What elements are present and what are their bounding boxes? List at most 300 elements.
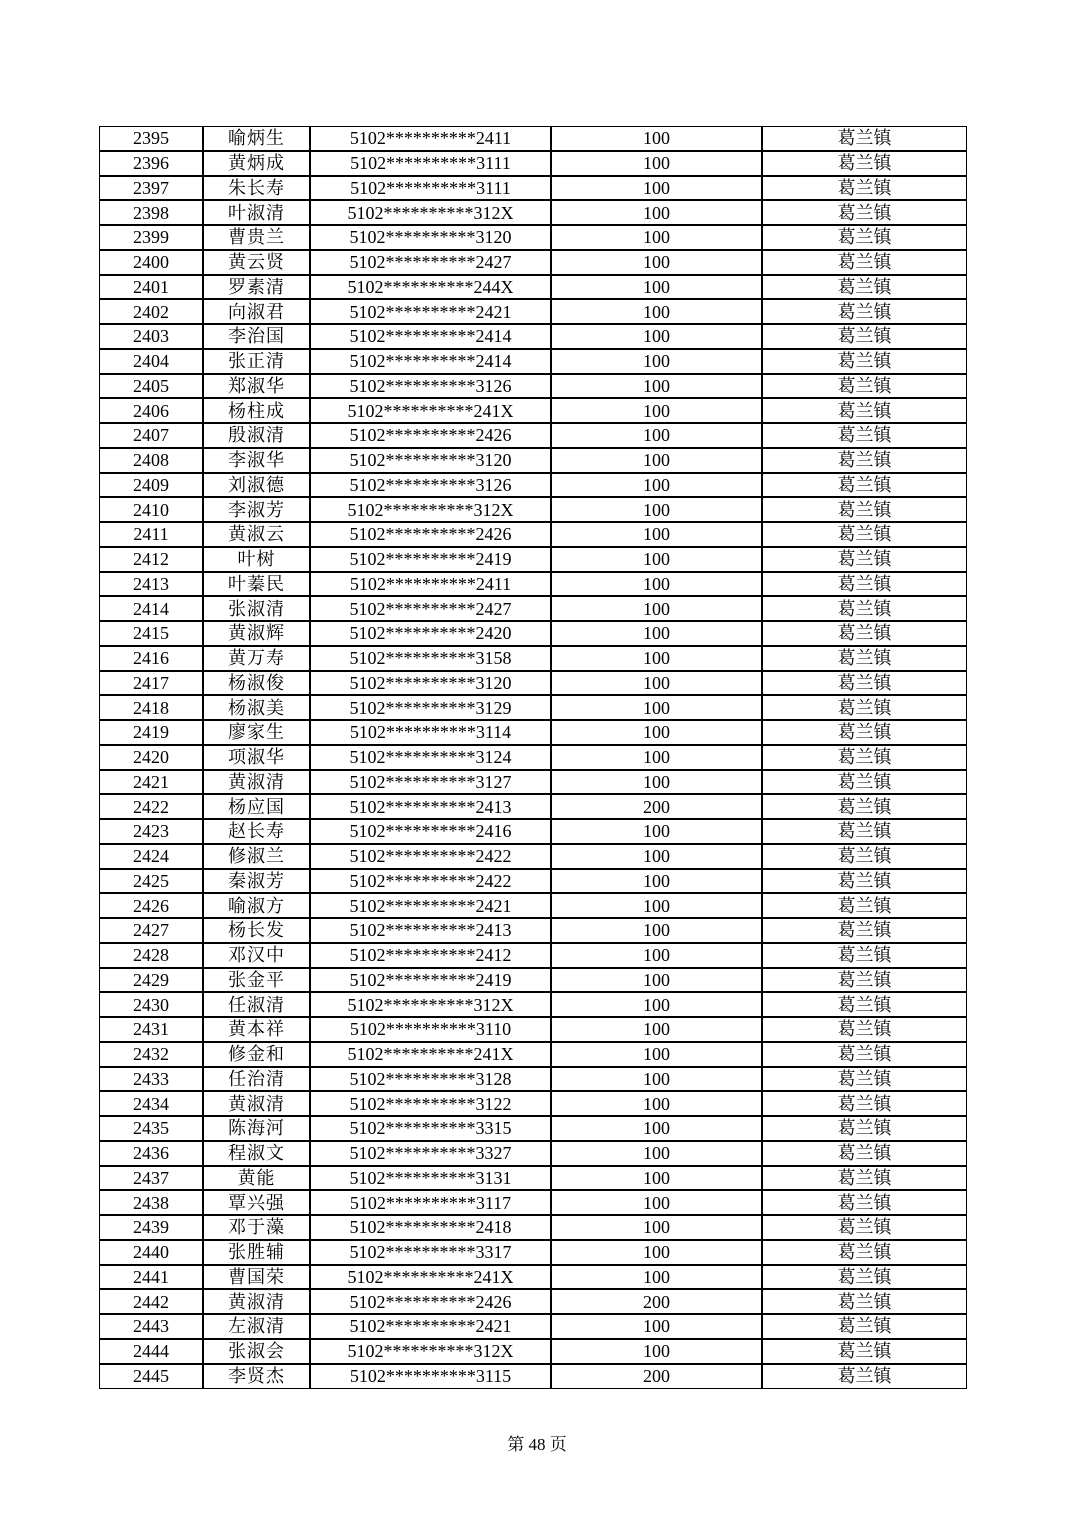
town-cell: 葛兰镇 (762, 943, 967, 968)
id-number-cell: 5102**********2413 (310, 918, 551, 943)
amount-cell: 100 (551, 1339, 762, 1364)
id-number-cell: 5102**********3120 (310, 448, 551, 473)
amount-cell: 100 (551, 819, 762, 844)
table-row (99, 473, 967, 498)
name-cell: 邓汉中 (203, 943, 310, 968)
amount-cell: 100 (551, 671, 762, 696)
town-cell: 葛兰镇 (762, 349, 967, 374)
town-cell: 葛兰镇 (762, 547, 967, 572)
amount-cell: 100 (551, 1067, 762, 1092)
town-cell: 葛兰镇 (762, 1215, 967, 1240)
amount-cell: 100 (551, 497, 762, 522)
town-cell: 葛兰镇 (762, 1042, 967, 1067)
seq-cell: 2437 (99, 1166, 203, 1191)
table-row (99, 324, 967, 349)
town-cell: 葛兰镇 (762, 1166, 967, 1191)
name-cell: 张正清 (203, 349, 310, 374)
table-row (99, 1289, 967, 1314)
table-row (99, 918, 967, 943)
name-cell: 李淑华 (203, 448, 310, 473)
name-cell: 杨应国 (203, 794, 310, 819)
id-number-cell: 5102**********312X (310, 1339, 551, 1364)
seq-cell: 2432 (99, 1042, 203, 1067)
table-row (99, 621, 967, 646)
id-number-cell: 5102**********3115 (310, 1364, 551, 1390)
amount-cell: 100 (551, 918, 762, 943)
name-cell: 任治清 (203, 1067, 310, 1092)
name-cell: 赵长寿 (203, 819, 310, 844)
seq-cell: 2403 (99, 324, 203, 349)
amount-cell: 100 (551, 1141, 762, 1166)
table-row (99, 1141, 967, 1166)
seq-cell: 2434 (99, 1091, 203, 1116)
table-row (99, 745, 967, 770)
table-row (99, 1240, 967, 1265)
seq-cell: 2399 (99, 225, 203, 250)
town-cell: 葛兰镇 (762, 869, 967, 894)
id-number-cell: 5102**********312X (310, 200, 551, 225)
name-cell: 张淑清 (203, 596, 310, 621)
id-number-cell: 5102**********2426 (310, 1289, 551, 1314)
id-number-cell: 5102**********2422 (310, 869, 551, 894)
town-cell: 葛兰镇 (762, 448, 967, 473)
seq-cell: 2424 (99, 844, 203, 869)
amount-cell: 100 (551, 695, 762, 720)
table-row (99, 646, 967, 671)
name-cell: 刘淑德 (203, 473, 310, 498)
amount-cell: 100 (551, 250, 762, 275)
name-cell: 叶树 (203, 547, 310, 572)
table-row (99, 1339, 967, 1364)
amount-cell: 100 (551, 1190, 762, 1215)
seq-cell: 2410 (99, 497, 203, 522)
name-cell: 李治国 (203, 324, 310, 349)
seq-cell: 2440 (99, 1240, 203, 1265)
town-cell: 葛兰镇 (762, 497, 967, 522)
table-row (99, 349, 967, 374)
town-cell: 葛兰镇 (762, 918, 967, 943)
id-number-cell: 5102**********312X (310, 992, 551, 1017)
table-row (99, 423, 967, 448)
seq-cell: 2431 (99, 1017, 203, 1042)
seq-cell: 2398 (99, 200, 203, 225)
id-number-cell: 5102**********2416 (310, 819, 551, 844)
amount-cell: 100 (551, 324, 762, 349)
amount-cell: 100 (551, 374, 762, 399)
id-number-cell: 5102**********3110 (310, 1017, 551, 1042)
id-number-cell: 5102**********3126 (310, 374, 551, 399)
name-cell: 项淑华 (203, 745, 310, 770)
amount-cell: 100 (551, 547, 762, 572)
amount-cell: 100 (551, 893, 762, 918)
amount-cell: 100 (551, 200, 762, 225)
amount-cell: 100 (551, 844, 762, 869)
seq-cell: 2397 (99, 176, 203, 201)
name-cell: 修淑兰 (203, 844, 310, 869)
name-cell: 陈海河 (203, 1116, 310, 1141)
table-row (99, 1067, 967, 1092)
table-row (99, 1265, 967, 1290)
id-number-cell: 5102**********2411 (310, 126, 551, 151)
amount-cell: 100 (551, 423, 762, 448)
town-cell: 葛兰镇 (762, 151, 967, 176)
town-cell: 葛兰镇 (762, 250, 967, 275)
seq-cell: 2445 (99, 1364, 203, 1390)
name-cell: 杨柱成 (203, 398, 310, 423)
seq-cell: 2407 (99, 423, 203, 448)
amount-cell: 100 (551, 1314, 762, 1339)
name-cell: 喻淑方 (203, 893, 310, 918)
seq-cell: 2427 (99, 918, 203, 943)
seq-cell: 2395 (99, 126, 203, 151)
amount-cell: 100 (551, 1215, 762, 1240)
amount-cell: 100 (551, 299, 762, 324)
name-cell: 任淑清 (203, 992, 310, 1017)
id-number-cell: 5102**********2414 (310, 324, 551, 349)
id-number-cell: 5102**********312X (310, 497, 551, 522)
town-cell: 葛兰镇 (762, 1067, 967, 1092)
seq-cell: 2425 (99, 869, 203, 894)
id-number-cell: 5102**********241X (310, 398, 551, 423)
id-number-cell: 5102**********241X (310, 1042, 551, 1067)
table-row (99, 547, 967, 572)
id-number-cell: 5102**********2419 (310, 547, 551, 572)
id-number-cell: 5102**********3317 (310, 1240, 551, 1265)
id-number-cell: 5102**********3158 (310, 646, 551, 671)
town-cell: 葛兰镇 (762, 1265, 967, 1290)
name-cell: 曹国荣 (203, 1265, 310, 1290)
amount-cell: 100 (551, 1166, 762, 1191)
table-row (99, 250, 967, 275)
table-row (99, 1190, 967, 1215)
id-number-cell: 5102**********2421 (310, 1314, 551, 1339)
amount-cell: 100 (551, 275, 762, 300)
name-cell: 黄万寿 (203, 646, 310, 671)
id-number-cell: 5102**********244X (310, 275, 551, 300)
town-cell: 葛兰镇 (762, 225, 967, 250)
name-cell: 邓于藻 (203, 1215, 310, 1240)
seq-cell: 2433 (99, 1067, 203, 1092)
town-cell: 葛兰镇 (762, 423, 967, 448)
seq-cell: 2411 (99, 522, 203, 547)
table-row (99, 126, 967, 151)
id-number-cell: 5102**********3124 (310, 745, 551, 770)
town-cell: 葛兰镇 (762, 299, 967, 324)
id-number-cell: 5102**********3117 (310, 1190, 551, 1215)
town-cell: 葛兰镇 (762, 893, 967, 918)
table-row (99, 497, 967, 522)
town-cell: 葛兰镇 (762, 1091, 967, 1116)
table-row (99, 1166, 967, 1191)
town-cell: 葛兰镇 (762, 745, 967, 770)
seq-cell: 2409 (99, 473, 203, 498)
town-cell: 葛兰镇 (762, 398, 967, 423)
seq-cell: 2439 (99, 1215, 203, 1240)
page-footer (0, 1430, 1074, 1455)
name-cell: 黄淑辉 (203, 621, 310, 646)
town-cell: 葛兰镇 (762, 324, 967, 349)
town-cell: 葛兰镇 (762, 794, 967, 819)
name-cell: 杨淑俊 (203, 671, 310, 696)
name-cell: 杨淑美 (203, 695, 310, 720)
town-cell: 葛兰镇 (762, 968, 967, 993)
seq-cell: 2412 (99, 547, 203, 572)
id-number-cell: 5102**********2420 (310, 621, 551, 646)
table-row (99, 1364, 967, 1390)
name-cell: 黄云贤 (203, 250, 310, 275)
town-cell: 葛兰镇 (762, 1141, 967, 1166)
name-cell: 李贤杰 (203, 1364, 310, 1390)
id-number-cell: 5102**********3126 (310, 473, 551, 498)
id-number-cell: 5102**********2412 (310, 943, 551, 968)
amount-cell: 100 (551, 943, 762, 968)
seq-cell: 2402 (99, 299, 203, 324)
amount-cell: 200 (551, 794, 762, 819)
roster-table-body (99, 126, 967, 1389)
table-row (99, 299, 967, 324)
town-cell: 葛兰镇 (762, 1289, 967, 1314)
name-cell: 黄淑清 (203, 1289, 310, 1314)
table-row (99, 200, 967, 225)
town-cell: 葛兰镇 (762, 671, 967, 696)
amount-cell: 100 (551, 225, 762, 250)
name-cell: 左淑清 (203, 1314, 310, 1339)
table-row (99, 1314, 967, 1339)
seq-cell: 2441 (99, 1265, 203, 1290)
town-cell: 葛兰镇 (762, 374, 967, 399)
id-number-cell: 5102**********2414 (310, 349, 551, 374)
table-row (99, 522, 967, 547)
table-row (99, 448, 967, 473)
table-row (99, 572, 967, 597)
seq-cell: 2396 (99, 151, 203, 176)
id-number-cell: 5102**********3131 (310, 1166, 551, 1191)
seq-cell: 2405 (99, 374, 203, 399)
id-number-cell: 5102**********3127 (310, 770, 551, 795)
table-row (99, 176, 967, 201)
name-cell: 廖家生 (203, 720, 310, 745)
amount-cell: 100 (551, 1042, 762, 1067)
seq-cell: 2426 (99, 893, 203, 918)
name-cell: 曹贵兰 (203, 225, 310, 250)
name-cell: 李淑芳 (203, 497, 310, 522)
amount-cell: 100 (551, 151, 762, 176)
table-row (99, 1116, 967, 1141)
seq-cell: 2400 (99, 250, 203, 275)
seq-cell: 2422 (99, 794, 203, 819)
table-row (99, 695, 967, 720)
seq-cell: 2417 (99, 671, 203, 696)
table-row (99, 225, 967, 250)
town-cell: 葛兰镇 (762, 992, 967, 1017)
amount-cell: 100 (551, 869, 762, 894)
name-cell: 杨长发 (203, 918, 310, 943)
seq-cell: 2428 (99, 943, 203, 968)
town-cell: 葛兰镇 (762, 473, 967, 498)
amount-cell: 100 (551, 646, 762, 671)
seq-cell: 2416 (99, 646, 203, 671)
town-cell: 葛兰镇 (762, 1190, 967, 1215)
table-row (99, 1042, 967, 1067)
id-number-cell: 5102**********2413 (310, 794, 551, 819)
amount-cell: 100 (551, 398, 762, 423)
town-cell: 葛兰镇 (762, 176, 967, 201)
amount-cell: 100 (551, 522, 762, 547)
town-cell: 葛兰镇 (762, 621, 967, 646)
town-cell: 葛兰镇 (762, 1240, 967, 1265)
id-number-cell: 5102**********3120 (310, 671, 551, 696)
name-cell: 张金平 (203, 968, 310, 993)
town-cell: 葛兰镇 (762, 770, 967, 795)
id-number-cell: 5102**********3111 (310, 151, 551, 176)
amount-cell: 100 (551, 448, 762, 473)
seq-cell: 2421 (99, 770, 203, 795)
table-row (99, 893, 967, 918)
name-cell: 修金和 (203, 1042, 310, 1067)
amount-cell: 100 (551, 1116, 762, 1141)
town-cell: 葛兰镇 (762, 1017, 967, 1042)
id-number-cell: 5102**********2419 (310, 968, 551, 993)
seq-cell: 2419 (99, 720, 203, 745)
id-number-cell: 5102**********2427 (310, 596, 551, 621)
amount-cell: 100 (551, 126, 762, 151)
seq-cell: 2401 (99, 275, 203, 300)
name-cell: 郑淑华 (203, 374, 310, 399)
name-cell: 张淑会 (203, 1339, 310, 1364)
amount-cell: 100 (551, 770, 762, 795)
amount-cell: 100 (551, 1017, 762, 1042)
seq-cell: 2415 (99, 621, 203, 646)
id-number-cell: 5102**********3128 (310, 1067, 551, 1092)
table-row (99, 943, 967, 968)
town-cell: 葛兰镇 (762, 1339, 967, 1364)
town-cell: 葛兰镇 (762, 844, 967, 869)
name-cell: 黄淑云 (203, 522, 310, 547)
town-cell: 葛兰镇 (762, 572, 967, 597)
amount-cell: 100 (551, 176, 762, 201)
amount-cell: 100 (551, 596, 762, 621)
seq-cell: 2413 (99, 572, 203, 597)
amount-cell: 100 (551, 1091, 762, 1116)
id-number-cell: 5102**********2421 (310, 299, 551, 324)
table-row (99, 1091, 967, 1116)
name-cell: 覃兴强 (203, 1190, 310, 1215)
name-cell: 喻炳生 (203, 126, 310, 151)
table-row (99, 1215, 967, 1240)
name-cell: 黄淑清 (203, 770, 310, 795)
id-number-cell: 5102**********2418 (310, 1215, 551, 1240)
amount-cell: 100 (551, 572, 762, 597)
seq-cell: 2438 (99, 1190, 203, 1215)
amount-cell: 100 (551, 1240, 762, 1265)
id-number-cell: 5102**********3111 (310, 176, 551, 201)
town-cell: 葛兰镇 (762, 522, 967, 547)
name-cell: 罗素清 (203, 275, 310, 300)
amount-cell: 100 (551, 621, 762, 646)
amount-cell: 100 (551, 720, 762, 745)
name-cell: 黄本祥 (203, 1017, 310, 1042)
amount-cell: 100 (551, 1265, 762, 1290)
name-cell: 黄淑清 (203, 1091, 310, 1116)
seq-cell: 2408 (99, 448, 203, 473)
name-cell: 张胜辅 (203, 1240, 310, 1265)
table-row (99, 374, 967, 399)
name-cell: 殷淑清 (203, 423, 310, 448)
id-number-cell: 5102**********3315 (310, 1116, 551, 1141)
amount-cell: 100 (551, 745, 762, 770)
roster-table (99, 126, 967, 1389)
seq-cell: 2444 (99, 1339, 203, 1364)
town-cell: 葛兰镇 (762, 1314, 967, 1339)
table-row (99, 844, 967, 869)
town-cell: 葛兰镇 (762, 200, 967, 225)
id-number-cell: 5102**********2426 (310, 522, 551, 547)
table-row (99, 770, 967, 795)
seq-cell: 2442 (99, 1289, 203, 1314)
table-row (99, 720, 967, 745)
id-number-cell: 5102**********2426 (310, 423, 551, 448)
town-cell: 葛兰镇 (762, 646, 967, 671)
name-cell: 叶淑清 (203, 200, 310, 225)
seq-cell: 2436 (99, 1141, 203, 1166)
seq-cell: 2420 (99, 745, 203, 770)
town-cell: 葛兰镇 (762, 275, 967, 300)
table-row (99, 1017, 967, 1042)
name-cell: 程淑文 (203, 1141, 310, 1166)
table-row (99, 794, 967, 819)
id-number-cell: 5102**********3129 (310, 695, 551, 720)
seq-cell: 2418 (99, 695, 203, 720)
name-cell: 秦淑芳 (203, 869, 310, 894)
name-cell: 叶蓁民 (203, 572, 310, 597)
table-row (99, 275, 967, 300)
id-number-cell: 5102**********2427 (310, 250, 551, 275)
amount-cell: 100 (551, 473, 762, 498)
seq-cell: 2443 (99, 1314, 203, 1339)
table-row (99, 151, 967, 176)
name-cell: 朱长寿 (203, 176, 310, 201)
seq-cell: 2404 (99, 349, 203, 374)
amount-cell: 100 (551, 968, 762, 993)
town-cell: 葛兰镇 (762, 819, 967, 844)
seq-cell: 2429 (99, 968, 203, 993)
table-row (99, 968, 967, 993)
seq-cell: 2430 (99, 992, 203, 1017)
seq-cell: 2406 (99, 398, 203, 423)
amount-cell: 100 (551, 992, 762, 1017)
town-cell: 葛兰镇 (762, 126, 967, 151)
town-cell: 葛兰镇 (762, 1116, 967, 1141)
id-number-cell: 5102**********3114 (310, 720, 551, 745)
page-number-label: 第 48 页 (507, 1435, 567, 1454)
id-number-cell: 5102**********2422 (310, 844, 551, 869)
id-number-cell: 5102**********2411 (310, 572, 551, 597)
seq-cell: 2414 (99, 596, 203, 621)
name-cell: 黄炳成 (203, 151, 310, 176)
id-number-cell: 5102**********3327 (310, 1141, 551, 1166)
seq-cell: 2435 (99, 1116, 203, 1141)
town-cell: 葛兰镇 (762, 596, 967, 621)
table-row (99, 398, 967, 423)
town-cell: 葛兰镇 (762, 695, 967, 720)
town-cell: 葛兰镇 (762, 720, 967, 745)
table-row (99, 819, 967, 844)
id-number-cell: 5102**********3122 (310, 1091, 551, 1116)
town-cell: 葛兰镇 (762, 1364, 967, 1390)
table-row (99, 596, 967, 621)
table-row (99, 869, 967, 894)
name-cell: 向淑君 (203, 299, 310, 324)
